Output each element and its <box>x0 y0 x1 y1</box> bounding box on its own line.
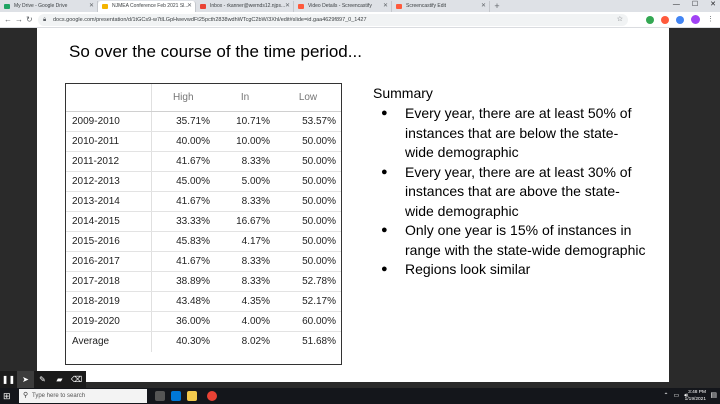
profile-avatar[interactable] <box>691 15 700 24</box>
notifications-icon[interactable]: ▤ <box>710 392 717 399</box>
cell-in: 8.33% <box>215 251 275 271</box>
gmail-icon <box>200 4 206 9</box>
windows-start-icon[interactable]: ⊞ <box>3 391 11 401</box>
cell-high: 40.30% <box>176 336 210 348</box>
tab-label: NJMEA Conference Feb 2021 Sl... <box>112 3 189 9</box>
extension-icon[interactable] <box>676 16 684 24</box>
summary-text: Every year, there are at least 50% of instances that are below the state-wide demographic <box>405 105 632 160</box>
cell-low: 50.00% <box>275 171 341 191</box>
close-window-icon[interactable]: ✕ <box>710 1 716 8</box>
screencastify-icon <box>396 4 402 9</box>
cell-low: 50.00% <box>275 151 341 171</box>
address-bar[interactable] <box>38 14 628 26</box>
taskbar <box>0 388 720 404</box>
screencastify-extension-icon[interactable] <box>661 16 669 24</box>
cell-in: 4.00% <box>215 311 275 331</box>
row-label: Average <box>66 331 151 352</box>
table-row <box>66 131 341 151</box>
browser-tab-strip <box>0 0 720 12</box>
highlighter-icon[interactable]: ▰ <box>56 375 63 384</box>
cell-in: 8.02% <box>241 336 270 348</box>
cell-in: 5.00% <box>215 171 275 191</box>
cell-in: 16.67% <box>215 211 275 231</box>
cell-in: 10.00% <box>215 131 275 151</box>
chevron-up-icon[interactable]: ⌃ <box>663 393 669 399</box>
cell-high: 36.00% <box>151 311 215 331</box>
cell-low: 51.68% <box>302 336 336 348</box>
row-label: 2018-2019 <box>66 291 151 311</box>
summary-list <box>377 104 647 280</box>
file-explorer-icon[interactable] <box>187 391 197 401</box>
cell-in: 4.17% <box>215 231 275 251</box>
row-label: 2016-2017 <box>66 251 151 271</box>
tab-label: Inbox - rkanner@wernds12.njps... <box>210 3 286 9</box>
cell-low: 50.00% <box>275 231 341 251</box>
cell-high: 41.67% <box>151 151 215 171</box>
cell-low: 50.00% <box>275 191 341 211</box>
cell-low: 50.00% <box>275 251 341 271</box>
forward-icon[interactable]: → <box>15 15 23 24</box>
row-label: 2009-2010 <box>66 111 151 131</box>
bullet-icon: ● <box>381 165 388 178</box>
header-high: High <box>151 84 215 111</box>
pause-icon[interactable]: ❚❚ <box>1 375 16 384</box>
pen-icon[interactable]: ✎ <box>39 375 46 384</box>
table-row <box>66 191 341 211</box>
cell-high: 41.67% <box>151 191 215 211</box>
tab-label: Video Details - Screencastify <box>308 3 372 9</box>
annotation-toolbar <box>0 371 86 388</box>
table-row <box>66 151 341 171</box>
tab-gmail[interactable] <box>196 1 294 12</box>
row-label: 2014-2015 <box>66 211 151 231</box>
extension-icon[interactable] <box>646 16 654 24</box>
maximize-icon[interactable]: ☐ <box>691 1 699 8</box>
volume-icon[interactable]: 🔊︎ <box>684 393 688 399</box>
eraser-icon[interactable]: ⌫ <box>70 375 83 384</box>
summary-item <box>377 221 647 260</box>
tab-label: Screencastify Edit <box>406 3 447 9</box>
row-label: 2011-2012 <box>66 151 151 171</box>
table-row <box>66 311 341 331</box>
cell-high: 45.00% <box>151 171 215 191</box>
summary-item <box>377 163 647 222</box>
close-icon[interactable]: ✕ <box>480 3 486 9</box>
cell-in: 10.71% <box>215 111 275 131</box>
row-label: 2019-2020 <box>66 311 151 331</box>
header-in: In <box>215 84 275 111</box>
table-row <box>66 231 341 251</box>
cell-low: 53.57% <box>275 111 341 131</box>
cell-high: 45.83% <box>151 231 215 251</box>
close-icon[interactable]: ✕ <box>284 3 290 9</box>
cell-low: 52.78% <box>275 271 341 291</box>
search-placeholder: Type here to search <box>32 393 86 399</box>
cell-in: 8.33% <box>215 151 275 171</box>
search-icon: ⚲ <box>23 392 29 399</box>
slide-title: So over the course of the time period... <box>69 42 362 61</box>
close-icon[interactable]: ✕ <box>186 3 192 9</box>
row-label: 2015-2016 <box>66 231 151 251</box>
url-text[interactable]: docs.google.com/presentation/d/1tGCs9-w7tlLGpHwevwdFt25pcth2838wdhWTcgC2bW/3Xhl/edit#slide=id.gaa4629f897_0_1427 <box>53 17 367 23</box>
cell-low: 60.00% <box>275 311 341 331</box>
row-label: 2013-2014 <box>66 191 151 211</box>
minimize-icon[interactable]: — <box>672 1 680 8</box>
cell-low: 52.17% <box>275 291 341 311</box>
cell-high: 38.89% <box>151 271 215 291</box>
tab-video-details[interactable] <box>294 1 392 12</box>
table-row <box>66 111 341 131</box>
summary-text: Every year, there are at least 30% of instances that are above the state-wide demographic <box>405 163 632 219</box>
header-low: Low <box>275 84 341 111</box>
google-drive-icon <box>4 4 10 9</box>
clock-time: 3:48 PM <box>688 390 706 395</box>
header-corner <box>66 84 151 111</box>
edge-icon[interactable] <box>171 391 181 401</box>
presentation-slide <box>37 28 669 382</box>
cell-in: 8.33% <box>215 271 275 291</box>
clock[interactable] <box>685 389 706 403</box>
reload-icon[interactable]: ↻ <box>26 15 33 24</box>
cell-high: 33.33% <box>151 211 215 231</box>
cell-high: 40.00% <box>151 131 215 151</box>
more-menu-icon[interactable]: ⋮ <box>707 16 714 23</box>
lock-icon: 🔒︎ <box>43 17 47 23</box>
data-table <box>65 83 342 365</box>
table-header-row <box>66 84 341 111</box>
back-icon[interactable]: ← <box>4 15 12 24</box>
clock-date: 1/19/2021 <box>684 397 706 402</box>
window-controls <box>673 0 716 10</box>
cell-high: 35.71% <box>151 111 215 131</box>
tab-slides[interactable] <box>98 1 196 12</box>
task-view-icon[interactable] <box>155 391 165 401</box>
close-icon[interactable]: ✕ <box>382 3 388 9</box>
bullet-icon: ● <box>381 224 388 236</box>
new-tab-button[interactable]: + <box>494 1 500 11</box>
browser-toolbar <box>0 12 720 28</box>
table-row <box>66 171 341 191</box>
cell-high: 43.48% <box>151 291 215 311</box>
screencastify-icon <box>298 4 304 9</box>
tab-screencastify-edit[interactable] <box>392 1 490 12</box>
network-icon[interactable]: ▭ <box>673 393 680 399</box>
cell-low: 50.00% <box>275 211 341 231</box>
bookmark-star-icon[interactable]: ☆ <box>616 16 623 23</box>
table-row <box>66 271 341 291</box>
summary-heading: Summary <box>373 85 433 101</box>
tab-label: My Drive - Google Drive <box>14 3 68 9</box>
cell-in: 8.33% <box>215 191 275 211</box>
google-slides-icon <box>102 4 108 9</box>
table-row-average <box>66 331 341 352</box>
bullet-icon: ● <box>381 263 388 275</box>
table-row <box>66 211 341 231</box>
bullet-icon: ● <box>381 107 388 119</box>
table-row <box>66 291 341 311</box>
table-row <box>66 251 341 271</box>
extension-icons <box>646 14 714 26</box>
cell-in: 4.35% <box>215 291 275 311</box>
taskbar-search[interactable] <box>19 389 147 403</box>
summary-item <box>377 260 647 280</box>
close-icon[interactable]: ✕ <box>88 3 94 9</box>
row-label: 2010-2011 <box>66 131 151 151</box>
row-label: 2012-2013 <box>66 171 151 191</box>
chrome-icon[interactable] <box>207 391 217 401</box>
cursor-icon[interactable]: ➤ <box>17 371 34 388</box>
cell-high: 41.67% <box>151 251 215 271</box>
summary-text: Only one year is 15% of instances in range with the state-wide demographic <box>405 222 646 258</box>
cell-low: 50.00% <box>275 131 341 151</box>
summary-item <box>377 104 647 163</box>
summary-text: Regions look similar <box>405 261 531 277</box>
tab-my-drive[interactable] <box>0 1 98 12</box>
row-label: 2017-2018 <box>66 271 151 291</box>
